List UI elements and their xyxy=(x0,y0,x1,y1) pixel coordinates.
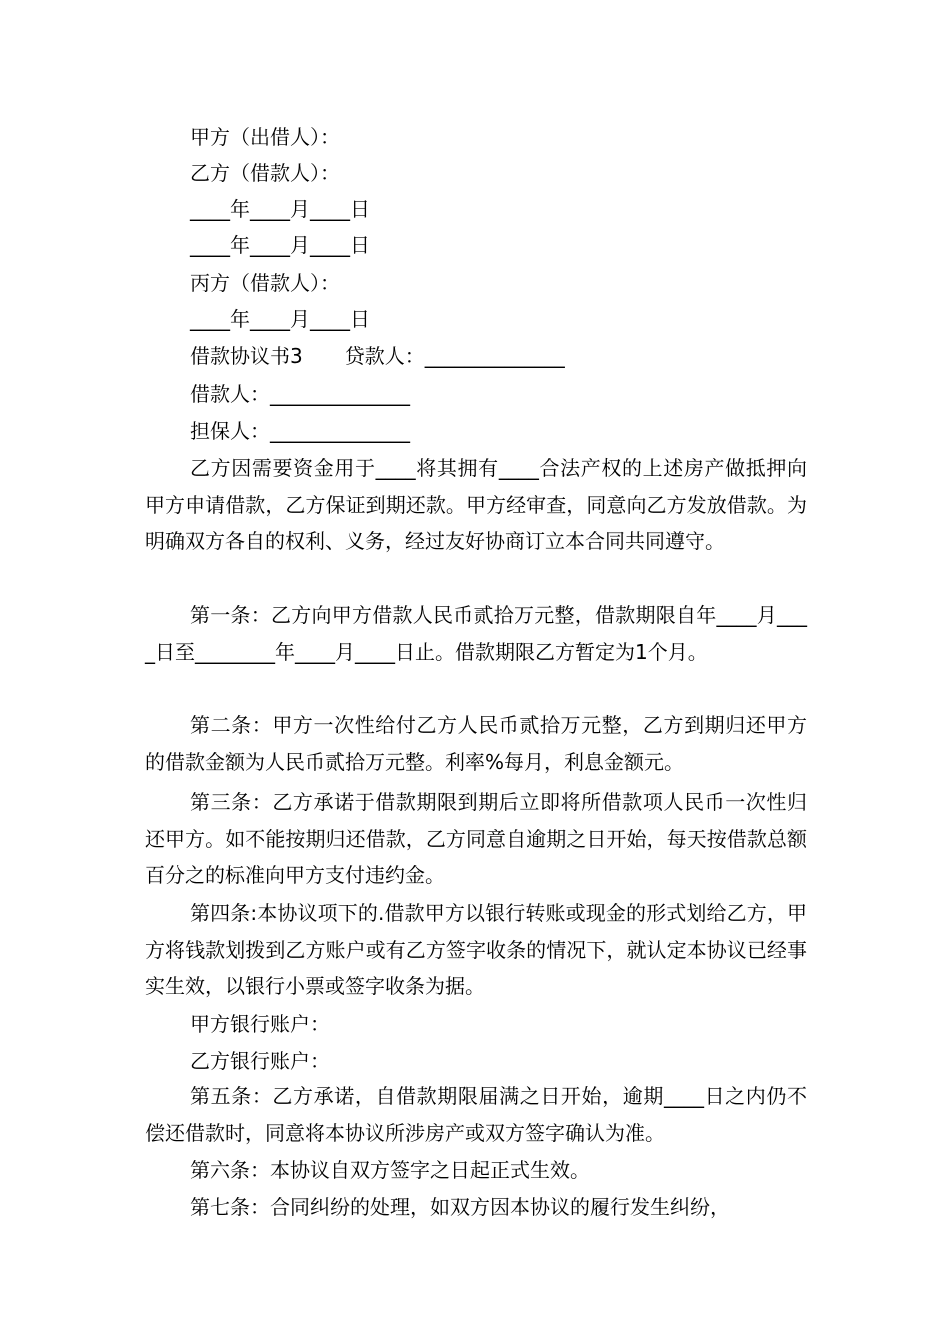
paragraph-article-1: 第一条：乙方向甲方借款人民币贰拾万元整，借款期限自年____月____日至________年____月____日止。借款期限乙方暂定为1个月。 xyxy=(145,603,807,664)
document-title: 借款协议书3 xyxy=(190,344,303,368)
paragraph-article-3: 第三条：乙方承诺于借款期限到期后立即将所借款项人民币一次性归还甲方。如不能按期归还借款，乙方同意自逾期之日开始，每天按借款总额百分之的标准向甲方支付违约金。 xyxy=(145,790,807,887)
guarantor-line: 担保人：______________ xyxy=(190,419,410,443)
party-b-bank-account: 乙方银行账户： xyxy=(190,1049,330,1073)
party-a-line: 甲方（出借人）： xyxy=(190,125,340,149)
lender-line: 贷款人：______________ xyxy=(344,344,565,368)
paragraph-intro: 乙方因需要资金用于____将其拥有____合法产权的上述房产做抵押向甲方申请借款，乙方保证到期还款。甲方经审查，同意向乙方发放借款。为明确双方各自的权利、义务，经过友好协商订立本合同共同遵守。 xyxy=(145,456,807,553)
title-row xyxy=(190,343,565,369)
date-line: ____年____月____日 xyxy=(190,197,370,221)
paragraph-article-7: 第七条：合同纠纷的处理，如双方因本协议的履行发生纠纷， xyxy=(190,1195,730,1219)
date-line: ____年____月____日 xyxy=(190,307,370,331)
party-a-bank-account: 甲方银行账户： xyxy=(190,1012,330,1036)
paragraph-article-2: 第二条：甲方一次性给付乙方人民币贰拾万元整，乙方到期归还甲方的借款金额为人民币贰拾万元整。利率%每月，利息金额元。 xyxy=(145,713,807,774)
party-b-line: 乙方（借款人）： xyxy=(190,161,340,185)
date-line: ____年____月____日 xyxy=(190,233,370,257)
paragraph-article-4: 第四条:本协议项下的.借款甲方以银行转账或现金的形式划给乙方，甲方将钱款划拨到乙方账户或有乙方签字收条的情况下，就认定本协议已经事实生效，以银行小票或签字收条为据。 xyxy=(145,901,807,998)
borrower-line: 借款人：______________ xyxy=(190,382,410,406)
paragraph-article-6: 第六条：本协议自双方签字之日起正式生效。 xyxy=(190,1158,590,1182)
party-c-line: 丙方（借款人）： xyxy=(190,271,340,295)
paragraph-article-5: 第五条：乙方承诺，自借款期限届满之日开始，逾期____日之内仍不偿还借款时，同意将本协议所涉房产或双方签字确认为准。 xyxy=(145,1084,807,1145)
